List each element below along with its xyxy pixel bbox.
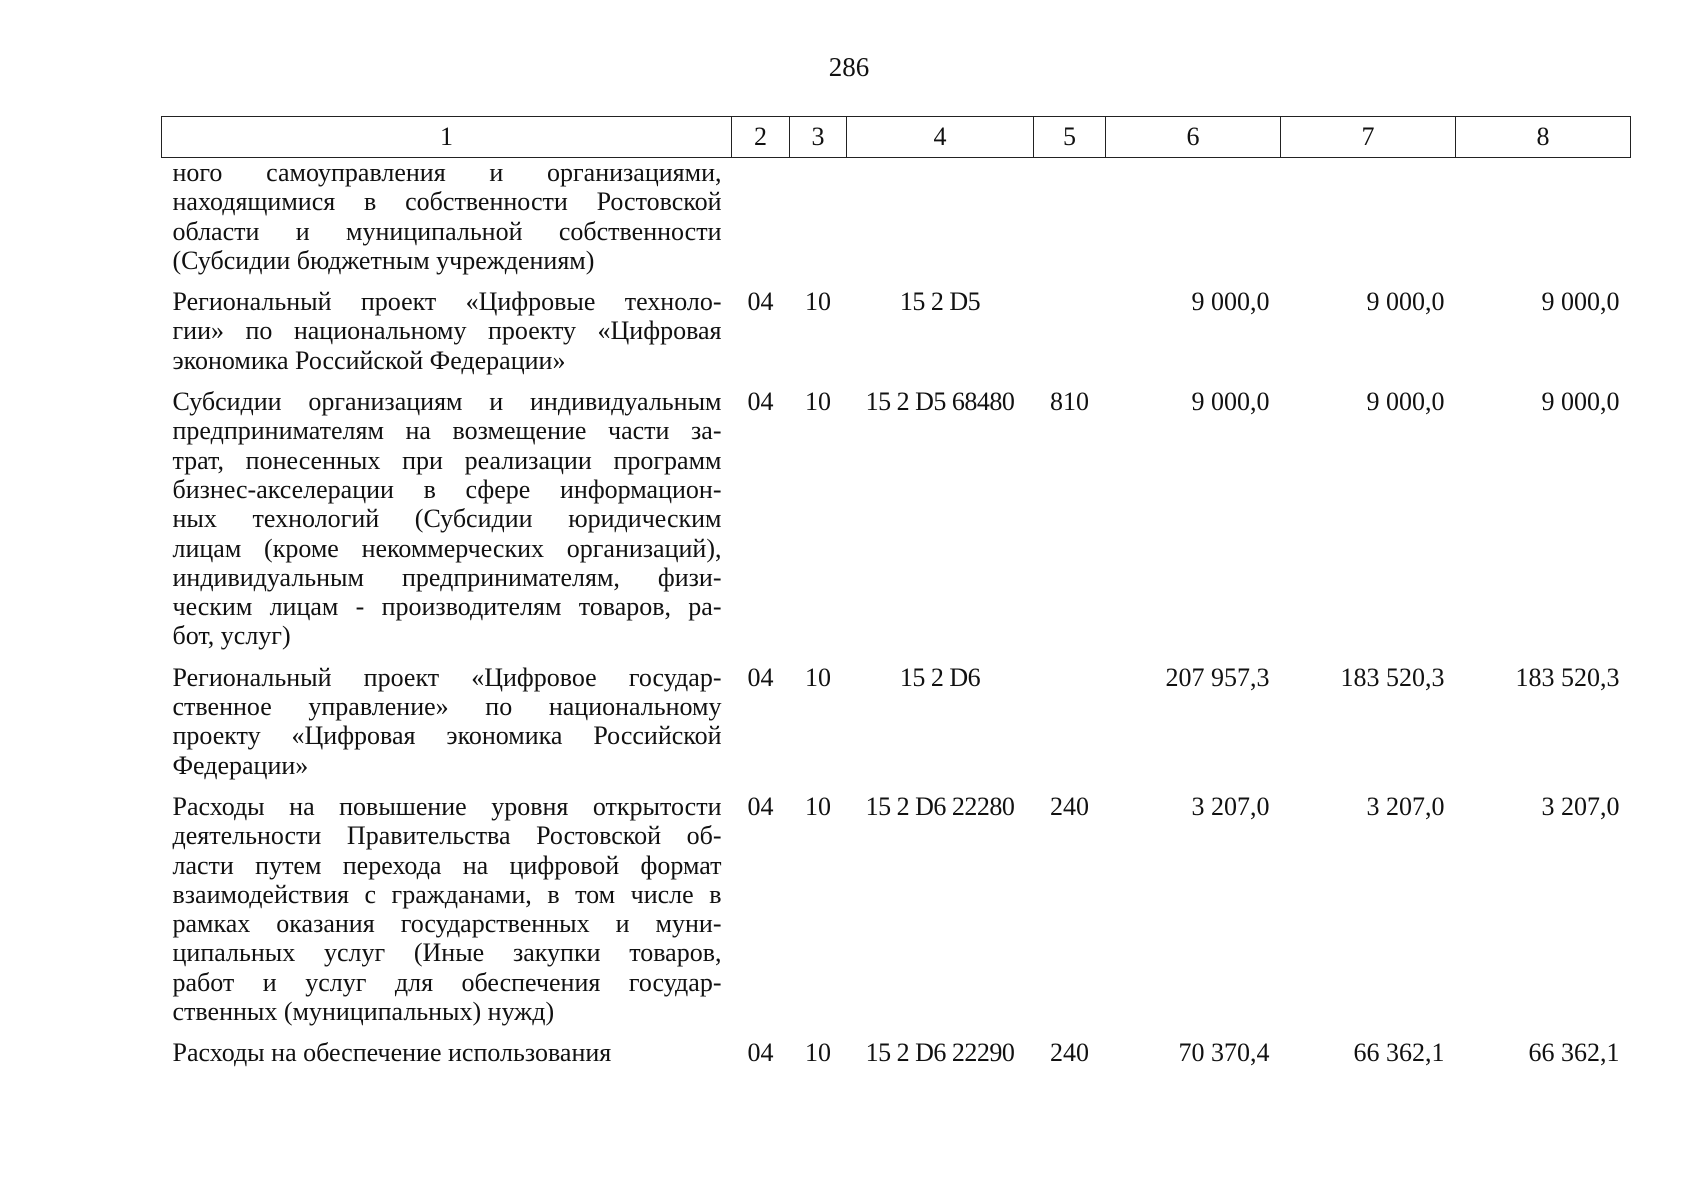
cell-amount-year-1: 9 000,0 [1191, 287, 1270, 317]
page-number: 286 [828, 52, 870, 82]
description-line: Субсидии организациям и индивидуальным [172, 387, 722, 417]
description-line: Региональный проект «Цифровые техноло- [172, 287, 722, 317]
cell-section: 04 [747, 662, 774, 692]
cell-amount-year-3: 9 000,0 [1541, 287, 1620, 317]
table-row [162, 375, 1631, 651]
cell-amount-year-1: 9 000,0 [1191, 387, 1270, 417]
header-col-6: 6 [1106, 117, 1281, 158]
cell-expense-type: 810 [1050, 387, 1089, 417]
description-line: гии» по национальному проекту «Цифровая [172, 316, 722, 346]
cell-amount-year-1: 70 370,4 [1178, 1038, 1270, 1068]
header-col-5: 5 [1034, 117, 1106, 158]
cell-expense-type [1034, 275, 1106, 375]
row-description [162, 651, 732, 780]
cell-amount-year-1: 3 207,0 [1191, 791, 1270, 821]
description-line: Региональный проект «Цифровое государ- [172, 662, 722, 692]
description-line: Расходы на обеспечение использования [172, 1038, 612, 1068]
cell-amount-year-2: 9 000,0 [1366, 287, 1445, 317]
cell-section [732, 158, 790, 276]
cell-amount-year-2: 9 000,0 [1366, 387, 1445, 417]
description-line: Федерации» [172, 750, 309, 780]
description-line: взаимодействия с гражданами, в том числе в [172, 879, 722, 909]
description-line: ного самоуправления и организациями, [172, 158, 722, 187]
cell-target-article: 15 2 D5 68480 [865, 387, 1015, 417]
cell-target-article: 15 2 D5 [899, 287, 981, 317]
cell-section: 04 [747, 1038, 774, 1068]
cell-expense-type [1034, 158, 1106, 276]
description-line: области и муниципальной собственности [172, 216, 722, 246]
header-row [162, 117, 1631, 158]
description-line: находящимися в собственности Ростовской [172, 187, 722, 217]
table-row [162, 780, 1631, 1026]
cell-amount-year-2: 183 520,3 [1340, 662, 1445, 692]
header-col-2: 2 [732, 117, 790, 158]
table-row [162, 275, 1631, 375]
description-line: экономика Российской Федерации» [172, 345, 566, 375]
cell-amount-year-1: 207 957,3 [1165, 662, 1270, 692]
description-line: индивидуальным предпринимателям, физи- [172, 562, 722, 592]
cell-target-article [847, 158, 1034, 276]
cell-expense-type: 240 [1050, 791, 1089, 821]
description-line: предпринимателям на возмещение части за- [172, 416, 722, 446]
row-description [162, 375, 732, 651]
cell-subsection: 10 [805, 287, 831, 317]
description-line: ственных (муниципальных) нужд) [172, 997, 555, 1027]
description-line: (Субсидии бюджетным учреждениям) [172, 245, 595, 275]
row-description [162, 158, 732, 276]
description-line: ственное управление» по национальному [172, 692, 722, 722]
cell-amount-year-1 [1106, 158, 1281, 276]
cell-amount-year-3: 9 000,0 [1541, 387, 1620, 417]
cell-section: 04 [747, 387, 774, 417]
header-col-3: 3 [790, 117, 847, 158]
cell-subsection: 10 [805, 1038, 831, 1068]
row-description [162, 275, 732, 375]
description-line: лицам (кроме некоммерческих организаций), [172, 533, 722, 563]
cell-section: 04 [747, 791, 774, 821]
cell-subsection: 10 [805, 387, 831, 417]
description-line: работ и услуг для обеспечения государ- [172, 967, 722, 997]
description-line: деятельности Правительства Ростовской об- [172, 821, 722, 851]
description-line: трат, понесенных при реализации программ [172, 445, 722, 475]
description-line: проекту «Цифровая экономика Российской [172, 721, 722, 751]
table-row [162, 651, 1631, 780]
row-description [162, 1026, 732, 1067]
description-line: бот, услуг) [172, 621, 291, 651]
cell-expense-type [1034, 651, 1106, 780]
budget-table [161, 116, 1631, 1068]
description-line: ческим лицам - производителям товаров, ра- [172, 592, 722, 622]
description-line: ципальных услуг (Иные закупки товаров, [172, 938, 722, 968]
header-col-8: 8 [1456, 117, 1631, 158]
table-row [162, 158, 1631, 276]
description-line: рамках оказания государственных и муни- [172, 909, 722, 939]
table-row [162, 1026, 1631, 1067]
header-col-1: 1 [162, 117, 732, 158]
cell-amount-year-3: 66 362,1 [1528, 1038, 1620, 1068]
cell-subsection [790, 158, 847, 276]
cell-expense-type: 240 [1050, 1038, 1089, 1068]
description-line: ласти путем перехода на цифровой формат [172, 850, 722, 880]
description-line: ных технологий (Субсидии юридическим [172, 504, 722, 534]
description-line: бизнес-акселерации в сфере информацион- [172, 474, 722, 504]
cell-amount-year-3 [1456, 158, 1631, 276]
cell-target-article: 15 2 D6 [899, 662, 981, 692]
cell-amount-year-2: 3 207,0 [1366, 791, 1445, 821]
cell-section: 04 [747, 287, 774, 317]
cell-amount-year-3: 3 207,0 [1541, 791, 1620, 821]
cell-subsection: 10 [805, 791, 831, 821]
cell-target-article: 15 2 D6 22280 [865, 791, 1015, 821]
cell-amount-year-3: 183 520,3 [1515, 662, 1620, 692]
cell-amount-year-2: 66 362,1 [1353, 1038, 1445, 1068]
header-col-4: 4 [847, 117, 1034, 158]
description-line: Расходы на повышение уровня открытости [172, 791, 722, 821]
cell-amount-year-2 [1281, 158, 1456, 276]
header-col-7: 7 [1281, 117, 1456, 158]
row-description [162, 780, 732, 1026]
cell-subsection: 10 [805, 662, 831, 692]
cell-target-article: 15 2 D6 22290 [865, 1038, 1015, 1068]
